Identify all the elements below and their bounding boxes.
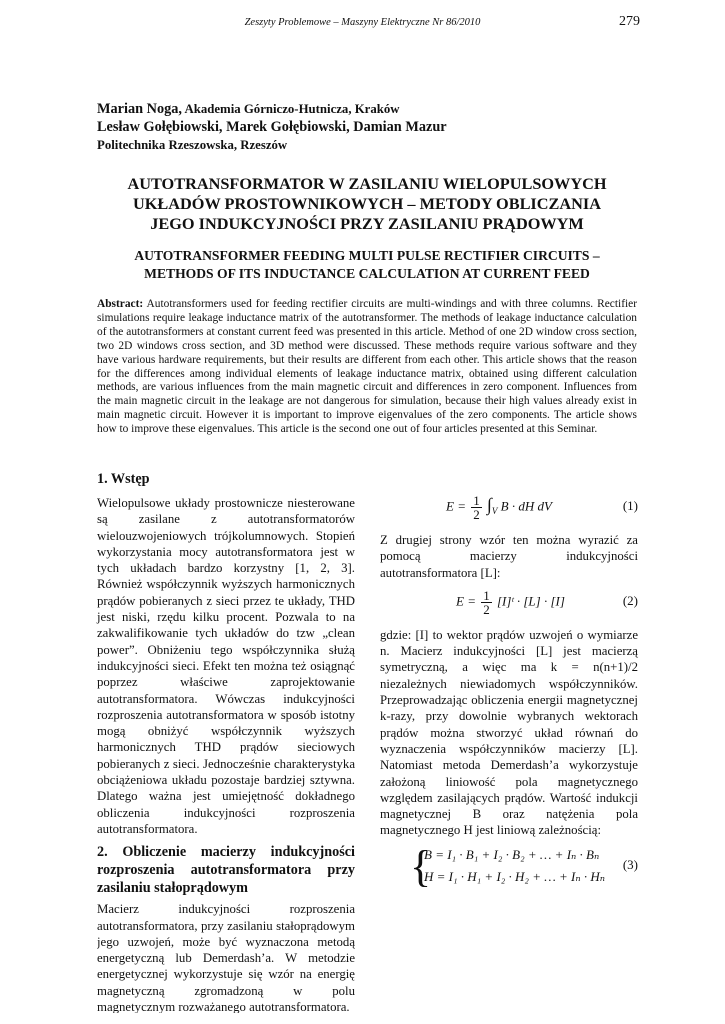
section-2-paragraph: Macierz indukcyjności rozproszenia autotransformatora, przy zasilaniu stałoprądowym jego uzwojeń, może być wyznaczona metodą energetyczną lub Demerdash’a. W metodzie energetycznej wykorzystuje się wzór na energię magnetyczną zgromadzoną w polu magnetycznym rozważanego autotransformatora. xyxy=(97,902,355,1014)
title-line: JEGO INDUKCYJNOŚCI PRZY ZASILANIU PRĄDOWYM xyxy=(150,214,584,233)
equation-number: (3) xyxy=(622,856,638,872)
equation-3-line-2: H = I₁ · H₁ + I₂ · H₂ + … + Iₙ · Hₙ xyxy=(424,868,606,884)
equation-3 xyxy=(380,841,638,897)
equation-1-formula xyxy=(446,494,552,521)
equation-2-formula xyxy=(456,589,565,616)
right-paragraph-2: Z drugiej strony wzór ten można wyrazić za pomocą macierzy indukcyjności autotransformatora [L]: xyxy=(380,533,638,580)
abstract-text: Autotransformers used for feeding rectifier circuits are multi-windings and with three columns. Rectifier simulations require leakage inductance matrix of the autotransformer. The methods of leakage inductance calculation of the autotransformers at constant current feed was presented in this article. Method of one 2D window cross section, two 2D windows cross section, and 3D method were discussed. These methods require various software and they have various hardware requirements, but their results are different from each other. This article shows that the reason for the differences among individual elements of leakage inductance matrix, obtained using different calculation methods, are various influences from the main magnetic circuit and differences in zero component. Influences from the main magnetic circuit in the leakage are not dangerous for simulation, because their high values already exist in main magnetic circuit. However it is important to improve eigenvalues of the zero components. The article shows how to improve these eigenvalues. This article is the second one out of four articles presented at this Seminar. xyxy=(97,298,637,436)
right-column xyxy=(380,492,638,901)
left-column xyxy=(97,470,355,1013)
equation-1 xyxy=(380,488,638,528)
title-line: METHODS OF ITS INDUCTANCE CALCULATION AT CURRENT FEED xyxy=(144,265,590,281)
eq-lhs: E = xyxy=(446,498,466,514)
brace-symbol: { xyxy=(410,841,432,891)
page-number: 279 xyxy=(619,14,640,29)
journal-title: Zeszyty Problemowe – Maszyny Elektryczne Nr 86/2010 xyxy=(244,17,481,28)
author-name: Marian Noga, xyxy=(97,101,182,117)
fraction xyxy=(471,494,482,521)
right-paragraph-3: gdzie: [I] to wektor prądów uzwojeń o wymiarze n. Macierz indukcyjności [L] jest macierzą symetryczną, a więc ma k = n(n+1)/2 niezależnych niewiadomych współczynników. Przeprowadzając obliczenia energii magnetycznej k-razy, przy dowolnie wybranych wektorach prądów można stworzyć układ równań do wyznaczenia współczynników macierzy [L]. Natomiast metoda Demerdash’a wykorzystuje założoną liniowość pola magnetycznego względem zasilających prądów. Wartość indukcji magnetycznej B oraz natężenia pola magnetycznego H jest liniową zależnością: xyxy=(380,627,638,838)
denominator: 2 xyxy=(473,507,480,522)
integrand: B · dH dV xyxy=(500,498,552,514)
title-line: AUTOTRANSFORMATOR W ZASILANIU WIELOPULSOWYCH xyxy=(127,174,607,193)
title-line: UKŁADÓW PROSTOWNIKOWYCH – METODY OBLICZANIA xyxy=(133,194,601,213)
section-heading-1: 1. Wstęp xyxy=(97,471,150,487)
author-line-1 xyxy=(97,100,637,118)
author-affiliation: Akademia Górniczo-Hutnicza, Kraków xyxy=(181,102,400,116)
fraction xyxy=(481,589,492,616)
author-line-2: Lesław Gołębiowski, Marek Gołębiowski, Damian Mazur xyxy=(97,119,447,135)
section-1-paragraph: Wielopulsowe układy prostownicze niesterowane są zasilane z autotransformatorów wielouzwojeniowych trójkolumnowych. Stopień wykorzystania mocy autotransformatora jest w tych układach bardzo korzystny [1, 2, 3]. Również współczynnik wyższych harmonicznych prądów pobieranych z sieci przez te układy, THD jest niski, rzędu kilku procent. Pozwala to na zakwalifikowanie tych układów do tzw „clean power”. Obniżeniu tego współczynnika służą indukcyjności sieci. Efekt ten można też osiągnąć poprzez właściwe zaprojektowanie autotransformatora. Wówczas indukcyjności rozproszenia autotransformatora w sposób istotny mogą obniżyć współczynnik wyższych harmonicznych THD prądów sieciowych pobieranych z sieci. Jednocześnie charakterystyka obciążeniowa układu pozostaje bardziej sztywna. Dlatego ważna jest umiejętność dokładnego obliczenia indukcyjności rozproszenia autotransformatora. xyxy=(97,496,355,836)
equation-number: (1) xyxy=(622,498,638,513)
denominator: 2 xyxy=(483,601,490,617)
title-polish xyxy=(97,174,637,234)
page-header xyxy=(0,14,725,34)
eq-rhs: [I]ᵗ · [L] · [I] xyxy=(496,593,565,609)
equation-2 xyxy=(380,583,638,623)
abstract-label: Abstract: xyxy=(97,298,144,310)
title-line: AUTOTRANSFORMER FEEDING MULTI PULSE RECTIFIER CIRCUITS – xyxy=(134,248,600,263)
section-heading-2: 2. Obliczenie macierzy indukcyjności rozproszenia autotransformatora przy zasilaniu stałoprądowym xyxy=(97,844,355,897)
integral-sign: ∫ xyxy=(486,494,492,515)
equation-number: (2) xyxy=(622,592,638,608)
author-block xyxy=(97,100,637,154)
eq-lhs: E = xyxy=(456,593,476,609)
author-affiliation-2: Politechnika Rzeszowska, Rzeszów xyxy=(97,138,288,152)
integral-domain: V xyxy=(491,506,498,517)
title-english xyxy=(97,247,637,282)
equation-3-line-1: B = I₁ · B₁ + I₂ · B₂ + … + Iₙ · Bₙ xyxy=(424,846,600,862)
numerator: 1 xyxy=(473,493,480,508)
numerator: 1 xyxy=(483,587,490,603)
abstract xyxy=(97,298,637,437)
